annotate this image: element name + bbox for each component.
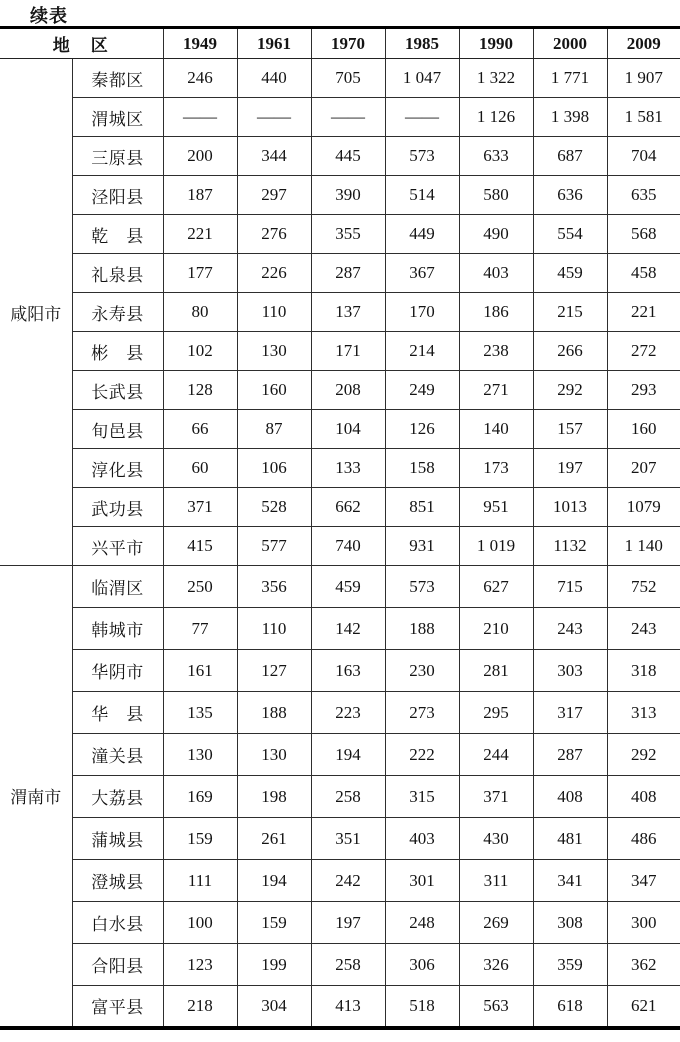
table-row [0,608,680,650]
value-cell: 347 [607,860,680,902]
county-cell: 渭城区 [72,98,163,137]
value-cell: 188 [385,608,459,650]
county-cell: 淳化县 [72,449,163,488]
value-cell: 266 [533,332,607,371]
value-cell: 110 [237,608,311,650]
value-cell: 159 [163,818,237,860]
value-cell: 430 [459,818,533,860]
value-cell: —— [163,98,237,137]
county-cell: 潼关县 [72,734,163,776]
value-cell: 157 [533,410,607,449]
value-cell: 188 [237,692,311,734]
county-cell: 白水县 [72,902,163,944]
value-cell: 1 398 [533,98,607,137]
county-cell: 韩城市 [72,608,163,650]
value-cell: 313 [607,692,680,734]
value-cell: 177 [163,254,237,293]
value-cell: 171 [311,332,385,371]
value-cell: 272 [607,332,680,371]
value-cell: 367 [385,254,459,293]
region-column-header: 地 区 [0,28,163,59]
value-cell: 662 [311,488,385,527]
table-row [0,944,680,986]
value-cell: 300 [607,902,680,944]
value-cell: 226 [237,254,311,293]
value-cell: 244 [459,734,533,776]
value-cell: 518 [385,986,459,1028]
value-cell: 635 [607,176,680,215]
value-cell: 126 [385,410,459,449]
value-cell: 390 [311,176,385,215]
value-cell: 142 [311,608,385,650]
county-cell: 合阳县 [72,944,163,986]
value-cell: 269 [459,902,533,944]
city-group-cell: 渭南市 [0,566,72,1028]
value-cell: 371 [459,776,533,818]
value-cell: 215 [533,293,607,332]
value-cell: 356 [237,566,311,608]
value-cell: 326 [459,944,533,986]
value-cell: 931 [385,527,459,566]
value-cell: 197 [533,449,607,488]
year-header-1961: 1961 [237,28,311,59]
county-cell: 乾 县 [72,215,163,254]
value-cell: 318 [607,650,680,692]
table-continuation-title: 续表 [30,6,68,26]
value-cell: 130 [237,332,311,371]
value-cell: 563 [459,986,533,1028]
value-cell: 627 [459,566,533,608]
value-cell: 281 [459,650,533,692]
value-cell: 1 907 [607,59,680,98]
table-row [0,650,680,692]
table-row [0,692,680,734]
value-cell: 287 [311,254,385,293]
value-cell: 1 047 [385,59,459,98]
county-cell: 临渭区 [72,566,163,608]
value-cell: 292 [533,371,607,410]
year-header-1990: 1990 [459,28,533,59]
value-cell: 258 [311,944,385,986]
value-cell: 110 [237,293,311,332]
value-cell: 459 [311,566,385,608]
value-cell: 1132 [533,527,607,566]
value-cell: 221 [607,293,680,332]
value-cell: 221 [163,215,237,254]
value-cell: 194 [237,860,311,902]
value-cell: 169 [163,776,237,818]
value-cell: 187 [163,176,237,215]
value-cell: 197 [311,902,385,944]
value-cell: 1 140 [607,527,680,566]
value-cell: 243 [607,608,680,650]
value-cell: 250 [163,566,237,608]
value-cell: 1 322 [459,59,533,98]
table-row [0,176,680,215]
value-cell: 160 [237,371,311,410]
table-row [0,449,680,488]
value-cell: 306 [385,944,459,986]
value-cell: 308 [533,902,607,944]
value-cell: 1079 [607,488,680,527]
value-cell: 311 [459,860,533,902]
value-cell: 160 [607,410,680,449]
county-cell: 澄城县 [72,860,163,902]
city-group-cell: 咸阳市 [0,59,72,566]
table-row [0,860,680,902]
value-cell: 194 [311,734,385,776]
value-cell: 208 [311,371,385,410]
value-cell: 359 [533,944,607,986]
county-cell: 兴平市 [72,527,163,566]
value-cell: 223 [311,692,385,734]
year-header-1985: 1985 [385,28,459,59]
value-cell: 128 [163,371,237,410]
county-cell: 三原县 [72,137,163,176]
table-row [0,371,680,410]
table-row [0,776,680,818]
county-cell: 彬 县 [72,332,163,371]
value-cell: 415 [163,527,237,566]
value-cell: 1 126 [459,98,533,137]
table-row [0,734,680,776]
value-cell: 207 [607,449,680,488]
value-cell: 230 [385,650,459,692]
table-row [0,332,680,371]
value-cell: 261 [237,818,311,860]
year-header-1949: 1949 [163,28,237,59]
value-cell: 287 [533,734,607,776]
value-cell: 459 [533,254,607,293]
value-cell: 740 [311,527,385,566]
value-cell: 293 [607,371,680,410]
value-cell: 163 [311,650,385,692]
value-cell: 440 [237,59,311,98]
value-cell: 554 [533,215,607,254]
value-cell: 1 019 [459,527,533,566]
value-cell: 413 [311,986,385,1028]
value-cell: 170 [385,293,459,332]
value-cell: 222 [385,734,459,776]
value-cell: 106 [237,449,311,488]
table-row [0,410,680,449]
table-row [0,818,680,860]
value-cell: 362 [607,944,680,986]
value-cell: 577 [237,527,311,566]
value-cell: 242 [311,860,385,902]
county-cell: 华 县 [72,692,163,734]
value-cell: 621 [607,986,680,1028]
county-cell: 旬邑县 [72,410,163,449]
value-cell: 490 [459,215,533,254]
value-cell: 445 [311,137,385,176]
county-cell: 富平县 [72,986,163,1028]
value-cell: 248 [385,902,459,944]
value-cell: 1 771 [533,59,607,98]
county-cell: 华阴市 [72,650,163,692]
county-cell: 大荔县 [72,776,163,818]
value-cell: 458 [607,254,680,293]
table-row [0,488,680,527]
value-cell: 408 [533,776,607,818]
value-cell: 301 [385,860,459,902]
value-cell: 580 [459,176,533,215]
value-cell: 449 [385,215,459,254]
value-cell: 100 [163,902,237,944]
value-cell: —— [385,98,459,137]
value-cell: 341 [533,860,607,902]
value-cell: —— [311,98,385,137]
value-cell: 218 [163,986,237,1028]
value-cell: 295 [459,692,533,734]
value-cell: 297 [237,176,311,215]
value-cell: 403 [385,818,459,860]
value-cell: 636 [533,176,607,215]
value-cell: 140 [459,410,533,449]
value-cell: 315 [385,776,459,818]
value-cell: 1013 [533,488,607,527]
value-cell: 344 [237,137,311,176]
value-cell: 486 [607,818,680,860]
header-row [0,28,680,59]
value-cell: 159 [237,902,311,944]
value-cell: —— [237,98,311,137]
value-cell: 573 [385,566,459,608]
value-cell: 573 [385,137,459,176]
value-cell: 276 [237,215,311,254]
table-row [0,566,680,608]
value-cell: 198 [237,776,311,818]
table-row [0,98,680,137]
value-cell: 158 [385,449,459,488]
value-cell: 238 [459,332,533,371]
value-cell: 130 [237,734,311,776]
table-row [0,137,680,176]
value-cell: 60 [163,449,237,488]
value-cell: 123 [163,944,237,986]
value-cell: 200 [163,137,237,176]
value-cell: 304 [237,986,311,1028]
table-body [0,59,680,1028]
value-cell: 1 581 [607,98,680,137]
year-header-2009: 2009 [607,28,680,59]
county-cell: 礼泉县 [72,254,163,293]
value-cell: 80 [163,293,237,332]
year-header-1970: 1970 [311,28,385,59]
value-cell: 292 [607,734,680,776]
value-cell: 214 [385,332,459,371]
county-cell: 武功县 [72,488,163,527]
value-cell: 161 [163,650,237,692]
value-cell: 258 [311,776,385,818]
value-cell: 704 [607,137,680,176]
value-cell: 77 [163,608,237,650]
table-row [0,59,680,98]
county-cell: 秦都区 [72,59,163,98]
value-cell: 130 [163,734,237,776]
value-cell: 173 [459,449,533,488]
value-cell: 687 [533,137,607,176]
value-cell: 514 [385,176,459,215]
value-cell: 403 [459,254,533,293]
value-cell: 705 [311,59,385,98]
value-cell: 66 [163,410,237,449]
value-cell: 481 [533,818,607,860]
value-cell: 199 [237,944,311,986]
value-cell: 317 [533,692,607,734]
value-cell: 111 [163,860,237,902]
county-cell: 蒲城县 [72,818,163,860]
value-cell: 127 [237,650,311,692]
value-cell: 715 [533,566,607,608]
value-cell: 133 [311,449,385,488]
value-cell: 752 [607,566,680,608]
region-data-table [0,26,680,1030]
table-row [0,986,680,1028]
value-cell: 951 [459,488,533,527]
value-cell: 273 [385,692,459,734]
table-row [0,527,680,566]
value-cell: 633 [459,137,533,176]
value-cell: 851 [385,488,459,527]
value-cell: 528 [237,488,311,527]
value-cell: 371 [163,488,237,527]
value-cell: 87 [237,410,311,449]
value-cell: 102 [163,332,237,371]
value-cell: 408 [607,776,680,818]
county-cell: 长武县 [72,371,163,410]
value-cell: 271 [459,371,533,410]
table-row [0,215,680,254]
table-row [0,293,680,332]
county-cell: 泾阳县 [72,176,163,215]
value-cell: 355 [311,215,385,254]
value-cell: 243 [533,608,607,650]
value-cell: 303 [533,650,607,692]
value-cell: 246 [163,59,237,98]
value-cell: 186 [459,293,533,332]
table-row [0,902,680,944]
value-cell: 618 [533,986,607,1028]
value-cell: 135 [163,692,237,734]
value-cell: 137 [311,293,385,332]
value-cell: 249 [385,371,459,410]
value-cell: 568 [607,215,680,254]
table-row [0,254,680,293]
county-cell: 永寿县 [72,293,163,332]
value-cell: 104 [311,410,385,449]
value-cell: 210 [459,608,533,650]
value-cell: 351 [311,818,385,860]
year-header-2000: 2000 [533,28,607,59]
